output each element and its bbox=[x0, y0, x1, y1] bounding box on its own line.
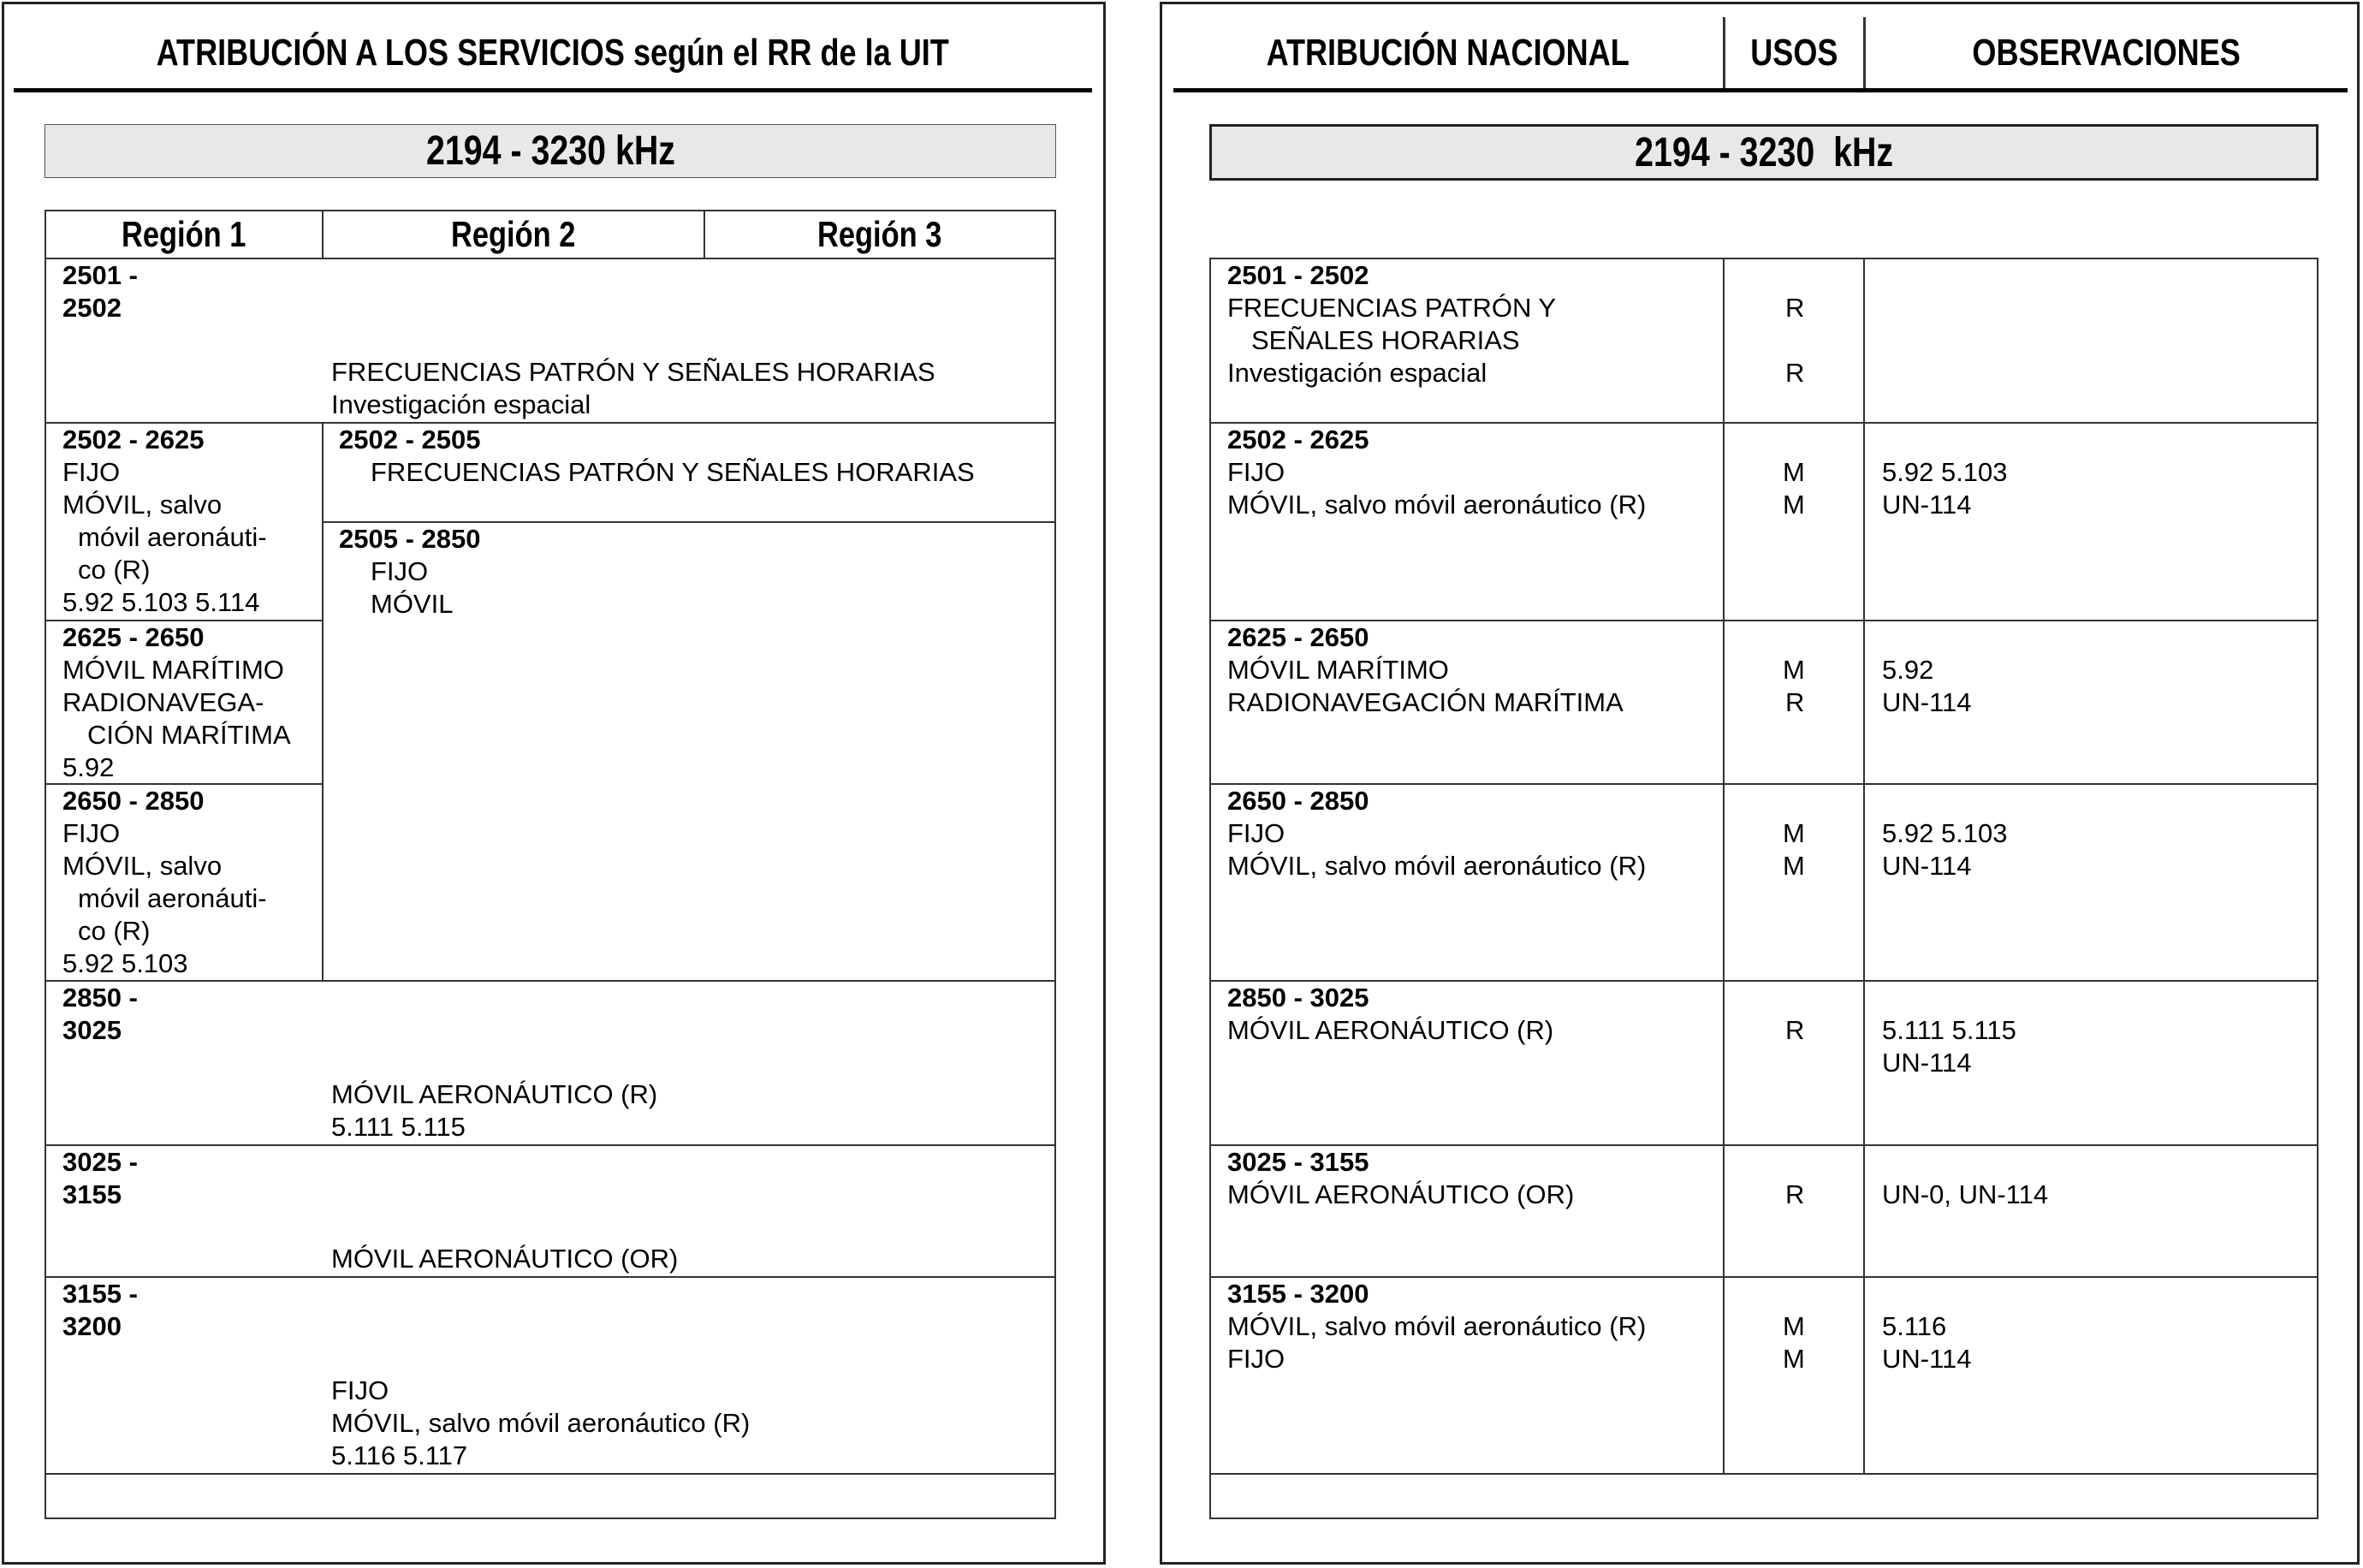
r-row-obs: UN-114 bbox=[1882, 490, 1972, 520]
right-header-attribution-text: ATRIBUCIÓN NACIONAL bbox=[1266, 32, 1630, 74]
l-3025-range-b: 3155 bbox=[62, 1179, 122, 1209]
left-header-rule bbox=[14, 88, 1092, 92]
r-row-obs: UN-114 bbox=[1882, 1048, 1972, 1078]
l-r2-2505-range: 2505 - 2850 bbox=[339, 524, 481, 554]
divider bbox=[46, 980, 1054, 982]
left-band-title bbox=[45, 124, 1056, 178]
r-row-service: RADIONAVEGACIÓN MARÍTIMA bbox=[1227, 687, 1624, 717]
r-row-obs: UN-114 bbox=[1882, 851, 1972, 881]
divider bbox=[46, 258, 1054, 259]
r-row-obs: UN-114 bbox=[1882, 1344, 1972, 1374]
divider bbox=[1211, 620, 2317, 621]
r-row-obs: UN-0, UN-114 bbox=[1882, 1179, 2049, 1209]
r-row-service: Investigación espacial bbox=[1227, 358, 1487, 388]
r-row-service: FIJO bbox=[1227, 457, 1285, 487]
l-2625-line: 5.92 bbox=[62, 752, 115, 782]
r-row-uso: M bbox=[1783, 818, 1805, 848]
l-r2-2505-line: MÓVIL bbox=[371, 589, 454, 619]
r-row-uso: M bbox=[1783, 851, 1805, 881]
divider bbox=[1211, 1276, 2317, 1278]
r-row-range: 2850 - 3025 bbox=[1227, 983, 1369, 1013]
divider bbox=[322, 211, 324, 258]
l-3025-line: MÓVIL AERONÁUTICO (OR) bbox=[331, 1244, 679, 1274]
l-2650-line: FIJO bbox=[62, 818, 121, 848]
r-row-service: FIJO bbox=[1227, 1344, 1285, 1374]
l-2850-line: 5.111 5.115 bbox=[331, 1112, 466, 1142]
l-2502-line: FIJO bbox=[62, 457, 121, 487]
l-3025-range-a: 3025 - bbox=[62, 1147, 138, 1177]
r-row-range: 2501 - 2502 bbox=[1227, 260, 1369, 290]
region-3-label: Región 3 bbox=[817, 214, 942, 254]
r-row-service: MÓVIL AERONÁUTICO (R) bbox=[1227, 1015, 1554, 1045]
r-row-service: MÓVIL, salvo móvil aeronáutico (R) bbox=[1227, 851, 1647, 881]
l-2625-range: 2625 - 2650 bbox=[62, 622, 205, 652]
r-row-obs: 5.92 bbox=[1882, 655, 1934, 685]
divider bbox=[1863, 17, 1866, 89]
r-row-service: FIJO bbox=[1227, 818, 1285, 848]
l-2502-line: MÓVIL, salvo bbox=[62, 490, 223, 520]
divider bbox=[704, 211, 705, 258]
r-row-obs: UN-114 bbox=[1882, 687, 1972, 717]
region-3-header bbox=[705, 211, 1054, 258]
r-row-range: 2502 - 2625 bbox=[1227, 425, 1369, 454]
region-2-label: Región 2 bbox=[451, 214, 576, 254]
l-2625-line: RADIONAVEGA- bbox=[62, 687, 264, 717]
r-row-range: 3155 - 3200 bbox=[1227, 1279, 1369, 1309]
right-header-usos bbox=[1725, 19, 1863, 87]
region-2-header bbox=[324, 211, 704, 258]
divider bbox=[1211, 1144, 2317, 1146]
l-2650-range: 2650 - 2850 bbox=[62, 786, 205, 816]
l-2650-line: 5.92 5.103 bbox=[62, 948, 188, 978]
r-row-uso: R bbox=[1785, 687, 1805, 717]
r-row-uso: M bbox=[1783, 1344, 1805, 1374]
r-row-service: MÓVIL, salvo móvil aeronáutico (R) bbox=[1227, 490, 1647, 520]
divider bbox=[1863, 258, 1865, 1473]
r-row-obs: 5.92 5.103 bbox=[1882, 457, 2008, 487]
right-band-title bbox=[1209, 124, 2318, 181]
r-row-range: 3025 - 3155 bbox=[1227, 1147, 1369, 1177]
l-3155-range-a: 3155 - bbox=[62, 1279, 138, 1309]
left-header bbox=[14, 19, 1092, 87]
r-row-range: 2650 - 2850 bbox=[1227, 786, 1369, 816]
l-2501-range-b: 2502 bbox=[62, 293, 122, 323]
right-header-observaciones-text: OBSERVACIONES bbox=[1972, 32, 2241, 74]
l-2650-line: móvil aeronáuti- bbox=[78, 883, 267, 913]
r-row-service: MÓVIL, salvo móvil aeronáutico (R) bbox=[1227, 1311, 1647, 1341]
divider bbox=[1723, 17, 1725, 89]
r-row-service: FRECUENCIAS PATRÓN Y bbox=[1227, 293, 1557, 323]
l-2502-line: móvil aeronáuti- bbox=[78, 522, 267, 552]
l-2850-line: MÓVIL AERONÁUTICO (R) bbox=[331, 1079, 658, 1109]
divider bbox=[1211, 422, 2317, 424]
region-1-header bbox=[46, 211, 322, 258]
right-header-observaciones bbox=[1865, 19, 2348, 87]
left-header-text: ATRIBUCIÓN A LOS SERVICIOS según el RR de la UIT bbox=[156, 32, 950, 74]
r-row-service: SEÑALES HORARIAS bbox=[1251, 325, 1520, 355]
l-2501-service-1: FRECUENCIAS PATRÓN Y SEÑALES HORARIAS bbox=[331, 357, 935, 387]
divider bbox=[1211, 980, 2317, 982]
divider bbox=[46, 1473, 1054, 1475]
right-band-text: 2194 - 3230 kHz bbox=[1635, 129, 1893, 175]
r-row-obs: 5.111 5.115 bbox=[1882, 1015, 2016, 1045]
l-3155-range-b: 3200 bbox=[62, 1311, 122, 1341]
l-2625-line: CIÓN MARÍTIMA bbox=[87, 720, 291, 750]
divider bbox=[322, 422, 324, 981]
r-row-service: MÓVIL MARÍTIMO bbox=[1227, 655, 1449, 685]
r-row-uso: M bbox=[1783, 655, 1805, 685]
divider bbox=[1211, 783, 2317, 785]
r-row-obs: 5.92 5.103 bbox=[1882, 818, 2008, 848]
l-2650-line: co (R) bbox=[78, 916, 151, 946]
divider bbox=[1723, 258, 1725, 1473]
r-row-obs: 5.116 bbox=[1882, 1311, 1947, 1341]
l-2850-range-a: 2850 - bbox=[62, 983, 138, 1013]
right-header-rule bbox=[1173, 88, 2348, 92]
l-2625-line: MÓVIL MARÍTIMO bbox=[62, 655, 284, 685]
l-2850-range-b: 3025 bbox=[62, 1015, 122, 1045]
l-2501-range-a: 2501 - bbox=[62, 260, 138, 290]
divider bbox=[46, 1276, 1054, 1278]
l-r2-2505-line: FIJO bbox=[371, 556, 429, 586]
r-row-uso: M bbox=[1783, 490, 1805, 520]
l-2502-line: 5.92 5.103 5.114 bbox=[62, 587, 260, 617]
r-row-uso: R bbox=[1785, 1179, 1805, 1209]
l-3155-line: 5.116 5.117 bbox=[331, 1440, 468, 1470]
l-r2-2502-line: FRECUENCIAS PATRÓN Y SEÑALES HORARIAS bbox=[371, 457, 975, 487]
r-row-uso: R bbox=[1785, 293, 1805, 323]
l-2502-range: 2502 - 2625 bbox=[62, 425, 205, 454]
r-row-uso: M bbox=[1783, 457, 1805, 487]
right-header-usos-text: USOS bbox=[1749, 32, 1838, 74]
l-2650-line: MÓVIL, salvo bbox=[62, 851, 223, 881]
left-band-text: 2194 - 3230 kHz bbox=[425, 128, 675, 174]
r-row-range: 2625 - 2650 bbox=[1227, 622, 1369, 652]
r-row-uso: M bbox=[1783, 1311, 1805, 1341]
l-2502-line: co (R) bbox=[78, 555, 151, 585]
l-2501-service-2: Investigación espacial bbox=[331, 389, 591, 419]
divider bbox=[1211, 1473, 2317, 1475]
l-r2-2502-range: 2502 - 2505 bbox=[339, 425, 481, 454]
l-3155-line: FIJO bbox=[331, 1375, 389, 1405]
l-3155-line: MÓVIL, salvo móvil aeronáutico (R) bbox=[331, 1408, 751, 1438]
r-row-service: MÓVIL AERONÁUTICO (OR) bbox=[1227, 1179, 1575, 1209]
r-row-uso: R bbox=[1785, 358, 1805, 388]
region-1-label: Región 1 bbox=[122, 214, 246, 254]
divider bbox=[46, 1144, 1054, 1146]
r-row-uso: R bbox=[1785, 1015, 1805, 1045]
right-header-attribution bbox=[1173, 19, 1723, 87]
